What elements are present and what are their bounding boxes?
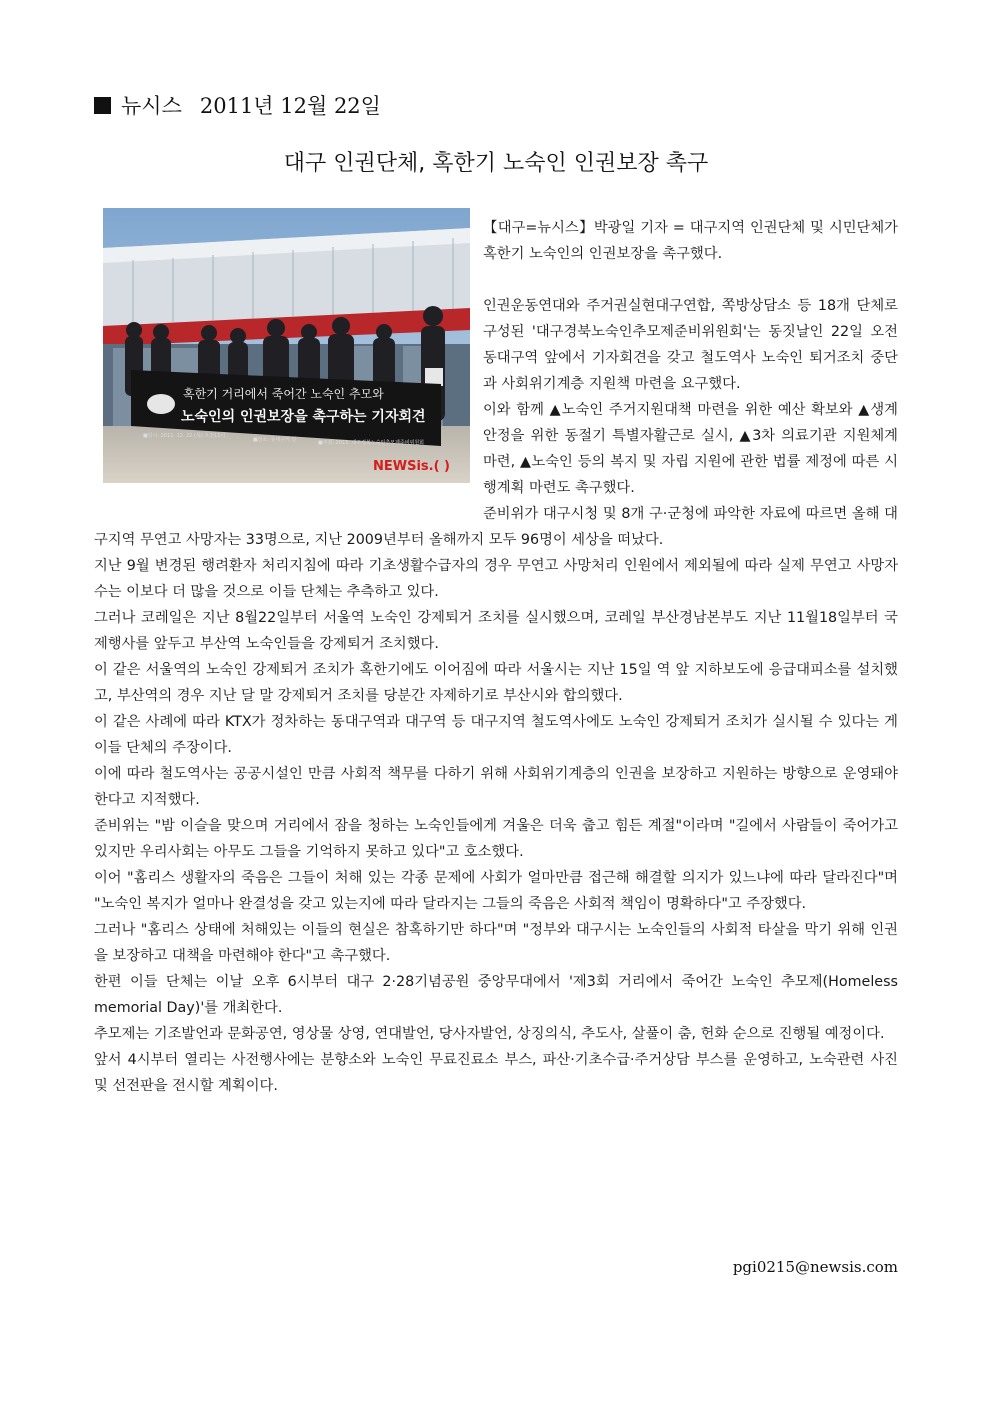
article-paragraph: 그러나 코레일은 지난 8월22일부터 서울역 노숙인 강제퇴거 조치를 실시했으며, 코레일 부산경남본부도 지난 11월18일부터 국제행사를 앞두고 부산역 노숙인들을 강제퇴거 조치했다. [94, 610, 898, 652]
article-headline: 대구 인권단체, 혹한기 노숙인 인권보장 촉구 [283, 151, 709, 176]
reporter-email: pgi0215@newsis.com [732, 1258, 898, 1276]
photo-wrap-spacer [94, 215, 483, 504]
article-paragraph: 이 같은 서울역의 노숙인 강제퇴거 조치가 혹한기에도 이어짐에 따라 서울시는 지난 15일 역 앞 지하보도에 응급대피소를 설치했고, 부산역의 경우 지난 달 말 강제퇴거 조치를 당분간 자제하기로 부산시와 합의했다. [94, 662, 898, 704]
source-date-header [94, 90, 381, 120]
article-paragraph: 앞서 4시부터 열리는 사전행사에는 분향소와 노숙인 무료진료소 부스, 파산·기초수급·주거상담 부스를 운영하고, 노숙관련 사진 및 선전판을 전시할 계획이다. [94, 1052, 898, 1094]
article-paragraph: 지난 9월 변경된 행려환자 처리지침에 따라 기초생활수급자의 경우 무연고 사망처리 인원에서 제외될에 따라 실제 무연고 사망자 수는 이보다 더 많을 것으로 이들 단체는 추측하고 있다. [94, 558, 898, 600]
newsis-watermark: NEWSis.( ) [373, 459, 451, 474]
article-lead: 【대구=뉴시스】박광일 기자 = 대구지역 인권단체 및 시민단체가 혹한기 노숙인의 인권보장을 촉구했다. [483, 220, 898, 262]
article-paragraph: 이에 따라 철도역사는 공공시설인 만큼 사회적 책무를 다하기 위해 사회위기계층의 인권을 보장하고 지원하는 방향으로 운영돼야 한다고 지적했다. [94, 766, 898, 808]
article-paragraph: 이어 "홈리스 생활자의 죽음은 그들이 처해 있는 각종 문제에 사회가 얼마만큼 접근해 해결할 의지가 있느냐에 따라 달라진다"며 "노숙인 복지가 얼마나 완결성을 갖고 있는지에 따라 달라지는 그들의 죽음은 사회적 책임이 명확하다"고 주장했다. [94, 870, 898, 912]
article-paragraph: 준비위가 대구시청 및 8개 구·군청에 파악한 자료에 따르면 올해 대구지역 무연고 사망자는 33명으로, 지난 2009년부터 올해까지 모두 96명이 세상을 떠났다. [94, 506, 898, 548]
banner-small-mid: ■장소: 동대구역 앞 [253, 437, 297, 443]
article-paragraph: 한편 이들 단체는 이날 오후 6시부터 대구 2·28기념공원 중앙무대에서 '제3회 거리에서 죽어간 노숙인 추모제(Homeless memorial Day)'를 개최한다. [94, 974, 898, 1016]
article-body [94, 215, 898, 1099]
article-paragraph: 추모제는 기조발언과 문화공연, 영상물 상영, 연대발언, 당사자발언, 상징의식, 추도사, 살풀이 춤, 헌화 순으로 진행될 예정이다. [94, 1026, 885, 1042]
article-paragraph: 이와 함께 ▲노숙인 주거지원대책 마련을 위한 예산 확보와 ▲생계안정을 위한 동절기 특별자활근로 실시, ▲3차 의료기관 지원체계 마련, ▲노숙인 등의 복지 및 자립 지원에 관한 법률 제정에 따른 시행계획 마련도 촉구했다. [483, 402, 898, 496]
article-paragraph: 그러나 "홈리스 상태에 처해있는 이들의 현실은 참혹하기만 하다"며 "정부와 대구시는 노숙인들의 사회적 타살을 막기 위해 인권을 보장하고 대책을 마련해야 한다"고 촉구했다. [94, 922, 898, 964]
banner-small-left: ■일시: 2011. 12. 22.(목) 오전11시 [143, 433, 226, 439]
banner-text-line1: 혹한기 거리에서 죽어간 노숙인 추모와 [183, 387, 384, 401]
square-bullet-icon [94, 97, 111, 114]
publish-date: 2011년 12월 22일 [199, 94, 381, 118]
banner-text-line2: 노숙인의 인권보장을 촉구하는 기자회견 [181, 409, 426, 425]
article-paragraph: 준비위는 "밤 이슬을 맞으며 거리에서 잠을 청하는 노숙인들에게 겨울은 더욱 춥고 힘든 계절"이라며 "길에서 사람들이 죽어가고 있지만 우리사회는 아무도 그들을 기억하지 못하고 있다"고 호소했다. [94, 818, 898, 860]
source-name: 뉴시스 [121, 94, 182, 118]
banner-small-right: ■주최: 2011. 대구경북노숙인추모제준비위원회 [318, 440, 425, 446]
article-paragraph: 인권운동연대와 주거권실현대구연합, 쪽방상담소 등 18개 단체로 구성된 '대구경북노숙인추모제준비위원회'는 동짓날인 22일 오전 동대구역 앞에서 기자회견을 갖고 철도역사 노숙인 퇴거조치 중단과 사회위기계층 지원책 마련을 요구했다. [483, 298, 898, 392]
article-paragraph: 이 같은 사례에 따라 KTX가 정차하는 동대구역과 대구역 등 대구지역 철도역사에도 노숙인 강제퇴거 조치가 실시될 수 있다는 게 이들 단체의 주장이다. [94, 714, 898, 756]
